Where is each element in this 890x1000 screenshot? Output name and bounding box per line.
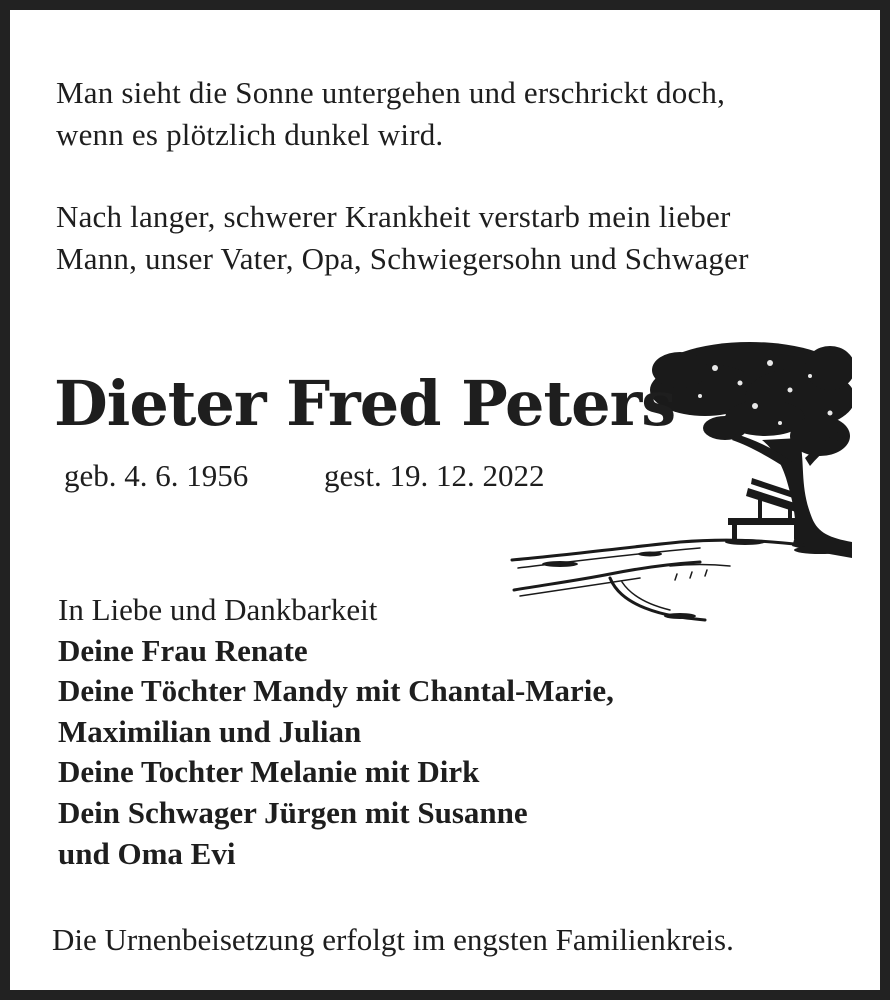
mourners-list (58, 590, 614, 874)
mourner-line: Deine Frau Renate (58, 632, 308, 668)
announcement-line: Nach langer, schwerer Krankheit verstarb mein lieber (56, 199, 731, 234)
life-dates (64, 456, 544, 496)
deceased-name: Dieter Fred Peters (54, 367, 676, 440)
mourner-line: Deine Tochter Melanie mit Dirk (58, 754, 480, 790)
funeral-note: Die Urnenbeisetzung erfolgt im engsten Familienkreis. (52, 922, 734, 957)
birth-date: geb. 4. 6. 1956 (64, 458, 249, 493)
death-announcement (56, 196, 749, 280)
announcement-line: Mann, unser Vater, Opa, Schwiegersohn und Schwager (56, 241, 749, 276)
quote-line: wenn es plötzlich dunkel wird. (56, 117, 444, 152)
quote (56, 72, 725, 156)
mourner-line: Maximilian und Julian (58, 713, 362, 749)
mourner-line: und Oma Evi (58, 835, 236, 871)
mourner-line: Dein Schwager Jürgen mit Susanne (58, 794, 528, 830)
mourner-line: Deine Töchter Mandy mit Chantal-Marie, (58, 673, 614, 709)
quote-line: Man sieht die Sonne untergehen und erschrickt doch, (56, 75, 726, 110)
mourners-intro: In Liebe und Dankbarkeit (58, 592, 378, 627)
death-date: gest. 19. 12. 2022 (324, 458, 545, 493)
